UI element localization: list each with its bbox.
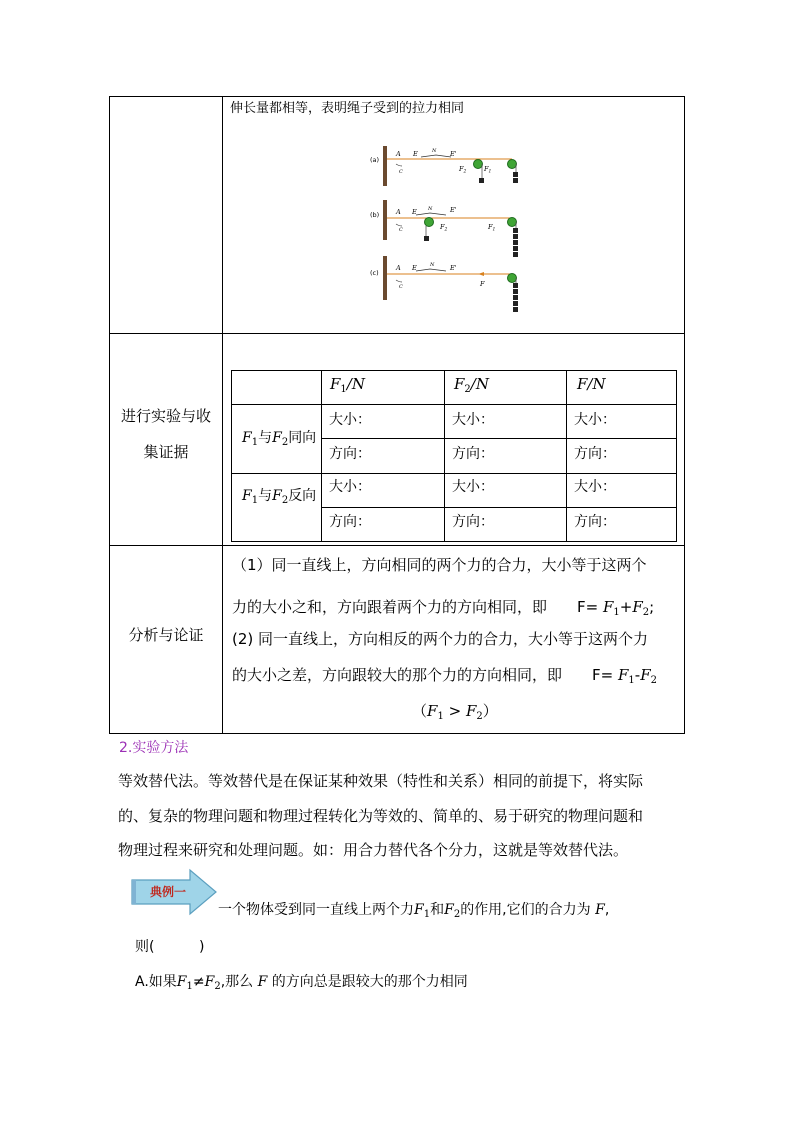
section-body-line2: 的、复杂的物理问题和物理过程转化为等效的、简单的、易于研究的物理问题和 xyxy=(118,807,644,825)
inner-table-right xyxy=(676,370,677,542)
conclusion-2-line2: 的大小之差，方向跟较大的那个力的方向相同，即 $F= F_1-F_2$ xyxy=(232,666,658,686)
fig-b-F2: F xyxy=(440,223,445,231)
outer-table-top xyxy=(109,96,685,97)
fig-b-E: E xyxy=(412,208,417,216)
cell-dir-f-opp: 方向： xyxy=(574,514,616,530)
fig-label-a: (a) xyxy=(370,156,380,164)
inner-col-2 xyxy=(444,370,445,542)
fig-c-N: N xyxy=(430,262,435,268)
fig-b-C: C xyxy=(399,227,403,233)
cell-size-f2-same: 大小： xyxy=(452,412,494,428)
header-f1: $F_1/N$ xyxy=(330,375,365,395)
fig-a-F1-sub: 1 xyxy=(488,169,492,175)
inner-table-bottom xyxy=(231,541,677,542)
row3-label: 分析与论证 xyxy=(128,626,204,644)
fig-a-F2-sub: 2 xyxy=(463,169,467,175)
fig-a-F1: F xyxy=(484,165,489,173)
fig-a-A: A xyxy=(396,150,401,158)
inner-col-3 xyxy=(566,370,567,542)
conclusion-condition: $(F_1 > F_2)$ xyxy=(412,702,498,722)
cell-size-f-opp: 大小： xyxy=(574,479,616,495)
conclusion-2-line1: (2) 同一直线上，方向相反的两个力的合力，大小等于这两个力 xyxy=(232,630,649,648)
fig-label-b: (b) xyxy=(370,211,380,219)
outer-row-sep-1 xyxy=(109,333,685,334)
group-same-direction: $F_1$与$F_2$同向 xyxy=(242,430,317,448)
section-body-line1: 等效替代法。等效替代是在保证某种效果（特性和关系）相同的前提下，将实际 xyxy=(118,772,644,790)
conclusion-1-line2: 力的大小之和，方向跟着两个力的方向相同，即 $F= F_1+F_2$; xyxy=(232,598,655,618)
inner-row-1 xyxy=(231,404,677,405)
inner-col-1 xyxy=(321,370,322,542)
fig-c-A: A xyxy=(396,264,401,272)
section-heading: 2.实验方法 xyxy=(119,740,189,756)
cell-dir-f1-opp: 方向： xyxy=(329,514,371,530)
fig-a-N: N xyxy=(432,148,437,154)
fig-c-E: E xyxy=(412,264,417,272)
fig-a-E: E xyxy=(413,150,418,158)
inner-row-2 xyxy=(321,438,677,439)
fig-b-F1-sub: 1 xyxy=(492,227,496,233)
fig-b-A: A xyxy=(396,208,401,216)
cell-dir-f2-opp: 方向： xyxy=(452,514,494,530)
svg-text:F1 xyxy=(483,165,491,175)
cell-dir-f2-same: 方向： xyxy=(452,446,494,462)
conclusion-1-line1: （1）同一直线上，方向相同的两个力的合力，大小等于这两个 xyxy=(232,556,647,574)
svg-text:F2 xyxy=(439,223,448,233)
row2-label-line2: 集证据 xyxy=(143,443,189,461)
pulley-experiment-figure xyxy=(366,140,548,320)
outer-table-bottom xyxy=(109,733,685,734)
inner-row-4 xyxy=(321,507,677,508)
outer-table-right xyxy=(684,96,685,734)
cell-dir-f-same: 方向： xyxy=(574,446,616,462)
example-option-a: A.如果$F_1\ne F_2$,那么 F 的方向总是跟较大的那个力相同 xyxy=(135,974,468,992)
fig-a-Ep: E' xyxy=(450,150,457,158)
fig-a-F2: F xyxy=(459,165,464,173)
fig-b-F1: F xyxy=(488,223,493,231)
inner-table-top xyxy=(231,370,677,371)
fig-b-Ep: E' xyxy=(450,206,457,214)
header-f2: $F_2/N$ xyxy=(454,375,489,395)
inner-row-3 xyxy=(231,473,677,474)
row1-caption: 伸长量都相等，表明绳子受到的拉力相同 xyxy=(230,101,465,116)
fig-a-C: C xyxy=(399,169,403,175)
cell-size-f-same: 大小： xyxy=(574,412,616,428)
cell-dir-f1-same: 方向： xyxy=(329,446,371,462)
svg-text:F2 xyxy=(458,165,467,175)
row2-label-line1: 进行实验与收 xyxy=(120,407,211,425)
inner-table-left xyxy=(231,370,232,542)
cell-size-f1-same: 大小： xyxy=(329,412,371,428)
outer-table-divider xyxy=(222,96,223,734)
outer-row-sep-2 xyxy=(109,545,685,546)
fig-b-F2-sub: 2 xyxy=(444,227,448,233)
fig-c-C: C xyxy=(399,284,403,290)
fig-c-F: F xyxy=(480,280,485,288)
fig-label-c: (c) xyxy=(370,269,379,277)
example-badge-label: 典例一 xyxy=(150,885,187,899)
svg-text:F1 xyxy=(487,223,495,233)
cell-size-f1-opp: 大小： xyxy=(329,479,371,495)
example-question-line1: 一个物体受到同一直线上两个力$F_1$和$F_2$的作用,它们的合力为 F, xyxy=(218,902,610,920)
fig-c-Ep: E' xyxy=(450,264,457,272)
section-body-line3: 物理过程来研究和处理问题。如：用合力替代各个分力，这就是等效替代法。 xyxy=(118,841,629,859)
group-opposite-direction: $F_1$与$F_2$反向 xyxy=(242,488,317,506)
example-question-line2: 则( ) xyxy=(135,939,205,955)
cell-size-f2-opp: 大小： xyxy=(452,479,494,495)
fig-b-N: N xyxy=(428,206,433,212)
header-f: F/N xyxy=(577,375,606,393)
